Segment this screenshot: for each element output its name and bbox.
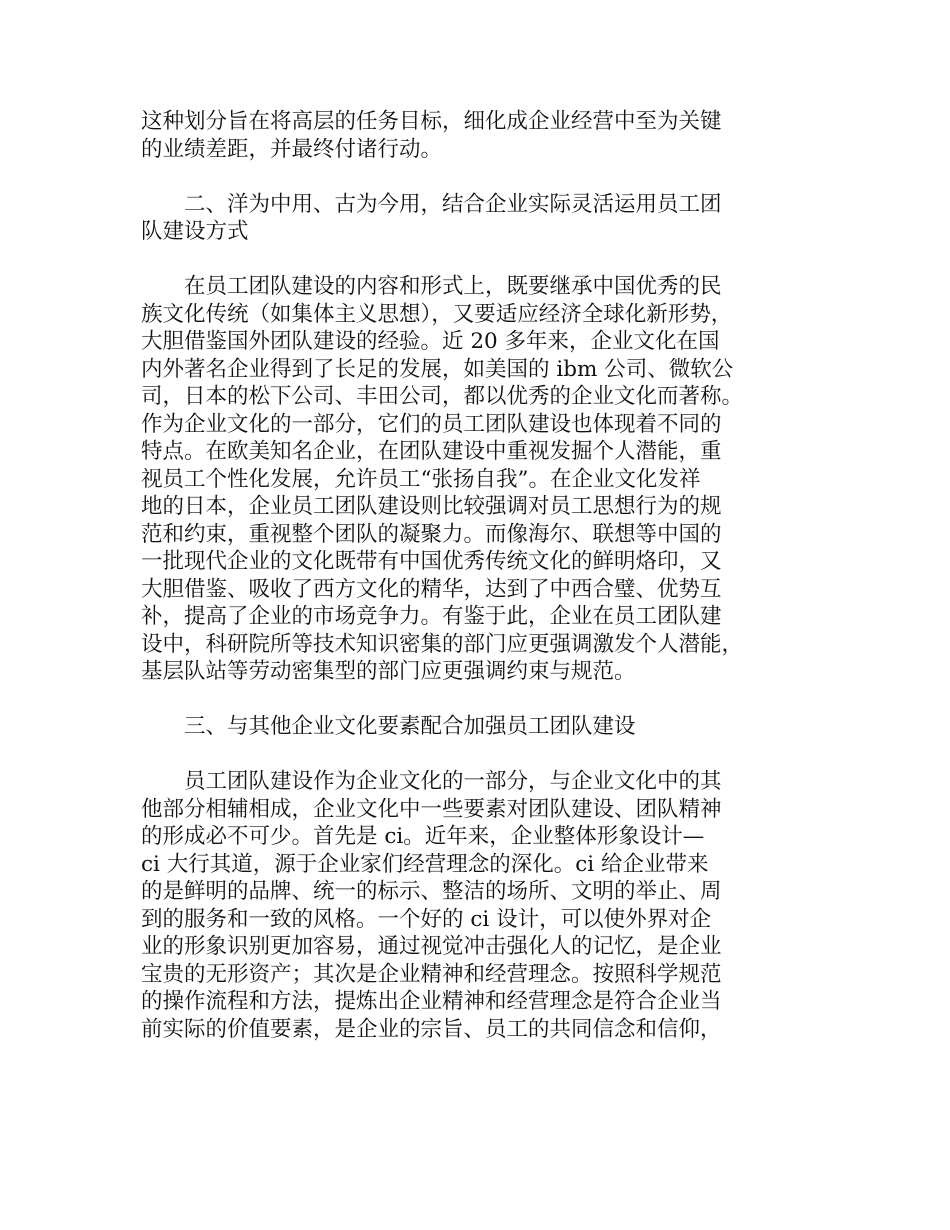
paragraph-gap (141, 686, 816, 714)
section-heading-2 (141, 191, 816, 246)
text-line: 视员工个性化发展，允许员工“张扬自我”。在企业文化发祥 (141, 466, 701, 492)
paragraph-gap (141, 741, 816, 769)
text-line: 特点。在欧美知名企业，在团队建设中重视发掘个人潜能，重 (141, 439, 722, 464)
document-page (141, 108, 816, 1043)
text-line: 宝贵的无形资产；其次是企业精神和经营理念。按照科学规范 (141, 961, 722, 987)
text-line: 族文化传统（如集体主义思想），又要适应经济全球化新形势， (141, 301, 733, 327)
text-line: 到的服务和一致的风格。一个好的 ci 设计，可以使外界对企 (141, 906, 712, 932)
paragraph-continuation (141, 108, 816, 163)
text-line: 的业绩差距，并最终付诸行动。 (141, 136, 443, 162)
paragraph-body-2 (141, 273, 816, 686)
paragraph-gap (141, 246, 816, 274)
text-line: 前实际的价值要素，是企业的宗旨、员工的共同信念和信仰， (141, 1016, 722, 1042)
text-line: 的操作流程和方法，提炼出企业精神和经营理念是符合企业当 (141, 989, 722, 1014)
text-line: 内外著名企业得到了长足的发展，如美国的 ibm 公司、微软公 (141, 356, 734, 382)
text-line: 设中，科研院所等技术知识密集的部门应更强调激发个人潜能， (141, 631, 744, 657)
text-line: 二、洋为中用、古为今用，结合企业实际灵活运用员工团 (141, 191, 722, 217)
text-line: 大胆借鉴国外团队建设的经验。近 20 多年来，企业文化在国 (141, 329, 720, 354)
text-line: 大胆借鉴、吸收了西方文化的精华，达到了中西合璧、优势互 (141, 576, 722, 602)
text-line: 他部分相辅相成，企业文化中一些要素对团队建设、团队精神 (141, 796, 722, 822)
text-line: 的形成必不可少。首先是 ci。近年来，企业整体形象设计— (141, 824, 705, 849)
paragraph-gap (141, 163, 816, 191)
text-line: 地的日本，企业员工团队建设则比较强调对员工思想行为的规 (141, 494, 722, 519)
text-line: 在员工团队建设的内容和形式上，既要继承中国优秀的民 (141, 274, 722, 299)
text-line: 三、与其他企业文化要素配合加强员工团队建设 (141, 714, 636, 739)
section-heading-3 (141, 713, 816, 741)
text-line: 这种划分旨在将高层的任务目标，细化成企业经营中至为关键 (141, 109, 722, 134)
paragraph-body-3 (141, 768, 816, 1043)
text-line: 基层队站等劳动密集型的部门应更强调约束与规范。 (141, 659, 636, 684)
text-line: 队建设方式 (141, 219, 249, 244)
text-line: 补，提高了企业的市场竞争力。有鉴于此，企业在员工团队建 (141, 604, 722, 629)
text-line: 司，日本的松下公司、丰田公司，都以优秀的企业文化而著称。 (141, 384, 744, 409)
text-line: 员工团队建设作为企业文化的一部分，与企业文化中的其 (141, 769, 722, 794)
text-line: 一批现代企业的文化既带有中国优秀传统文化的鲜明烙印，又 (141, 549, 722, 574)
text-line: 作为企业文化的一部分，它们的员工团队建设也体现着不同的 (141, 411, 722, 437)
text-line: 的是鲜明的品牌、统一的标示、整洁的场所、文明的举止、周 (141, 879, 722, 904)
text-line: 业的形象识别更加容易，通过视觉冲击强化人的记忆，是企业 (141, 934, 722, 959)
text-line: ci 大行其道，源于企业家们经营理念的深化。ci 给企业带来 (141, 851, 709, 877)
text-line: 范和约束，重视整个团队的凝聚力。而像海尔、联想等中国的 (141, 521, 722, 547)
